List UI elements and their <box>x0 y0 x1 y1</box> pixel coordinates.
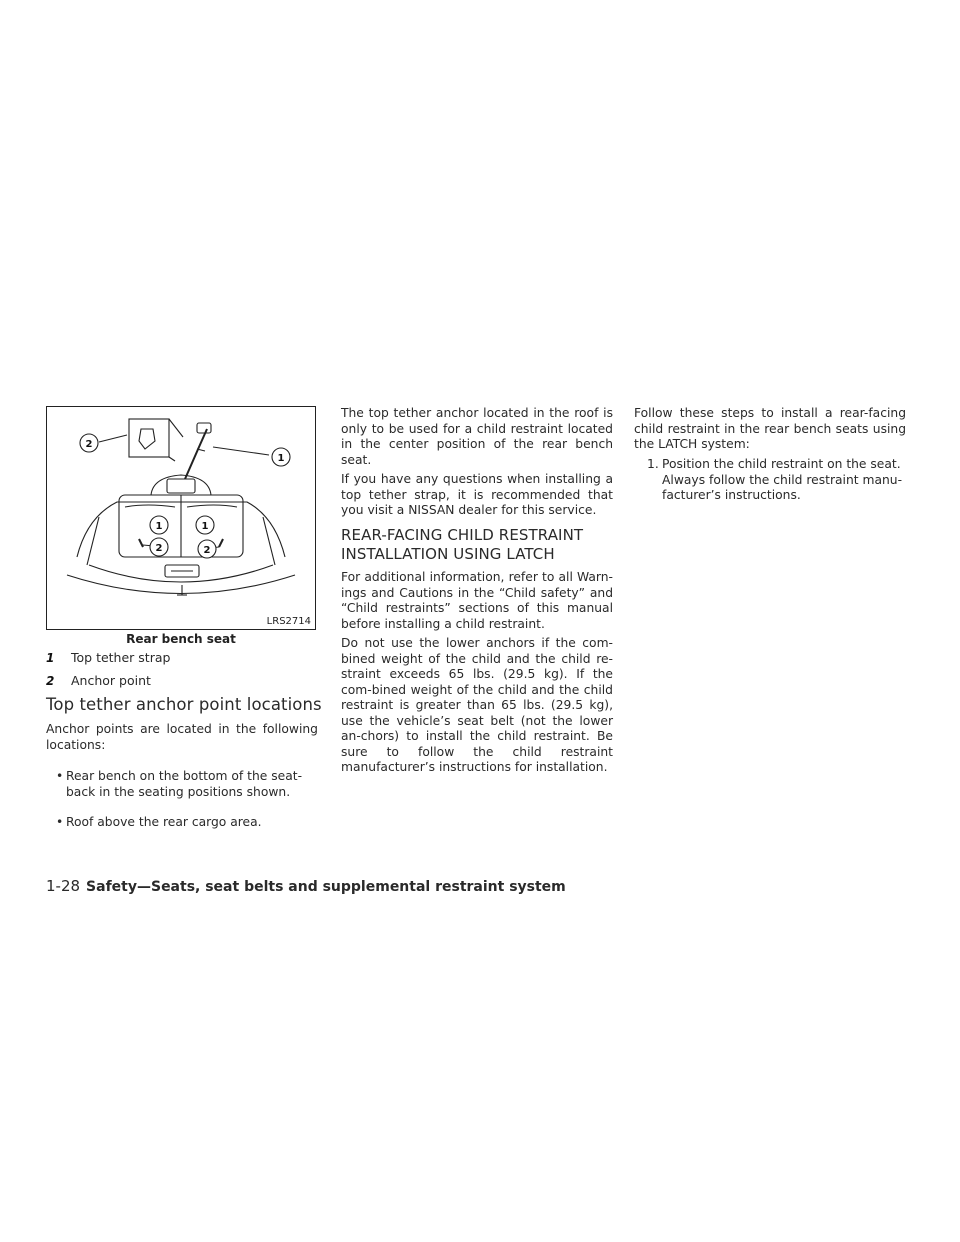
legend-number: 2 <box>46 673 55 688</box>
legend-label: Top tether strap <box>71 650 171 665</box>
anchor-locations-intro: Anchor points are located in the following locations: <box>46 722 318 752</box>
bullet-item: • Roof above the rear cargo area. <box>56 815 262 829</box>
bullet-item: • Rear bench on the bottom of the seat-back in the seating positions shown. <box>56 769 303 799</box>
callout-2-right: 2 <box>203 545 211 556</box>
figure-caption: Rear bench seat <box>126 632 236 646</box>
callout-1-right: 1 <box>201 521 209 532</box>
roof-anchor-paragraph: The top tether anchor located in the roof is only to be used for a child restraint located in the center position of the rear bench seat. <box>341 406 613 467</box>
weight-limit-paragraph: Do not use the lower anchors if the com-bined weight of the child and the child re-straint exceeds 65 lbs. (29.5 kg). If the com-bined weight of the child and the child restraint is greater than 65 lbs. (29.5 kg), use the vehicle’s seat belt (not the lower an-chors) to install the child restraint. Be sure to follow the child restraint manufacturer’s instructions for installation. <box>341 636 613 774</box>
page-footer <box>46 877 566 895</box>
legend-label: Anchor point <box>71 673 151 688</box>
figure-code: LRS2714 <box>266 616 311 627</box>
callout-1-left: 1 <box>155 521 163 532</box>
additional-info-paragraph: For additional information, refer to all Warn-ings and Cautions in the “Child safety” and “Child restraints” sections of this manual before installing a child restraint. <box>341 570 613 631</box>
seat-diagram <box>47 407 315 629</box>
callout-2-left: 2 <box>155 543 163 554</box>
rear-bench-seat-illustration <box>46 406 316 630</box>
legend-number: 1 <box>46 650 55 665</box>
dealer-paragraph: If you have any questions when installing a top tether strap, it is recommended that you visit a NISSAN dealer for this service. <box>341 472 613 517</box>
chapter-title: Safety—Seats, seat belts and supplemental restraint system <box>86 879 566 895</box>
callout-2-top: 2 <box>85 439 93 450</box>
step-item: 1. Position the child restraint on the seat. Always follow the child restraint manu-facturer’s instructions. <box>647 457 903 502</box>
page-number: 1-28 <box>46 877 81 895</box>
section-heading-rear-facing: REAR-FACING CHILD RESTRAINT INSTALLATION USING LATCH <box>341 526 584 563</box>
legend-item-2 <box>46 673 151 688</box>
latch-steps-intro: Follow these steps to install a rear-facing child restraint in the rear bench seats using the LATCH system: <box>634 406 906 451</box>
callout-1-top: 1 <box>277 453 285 464</box>
section-heading-anchor-locations: Top tether anchor point locations <box>46 695 322 714</box>
legend-item-1 <box>46 650 170 665</box>
